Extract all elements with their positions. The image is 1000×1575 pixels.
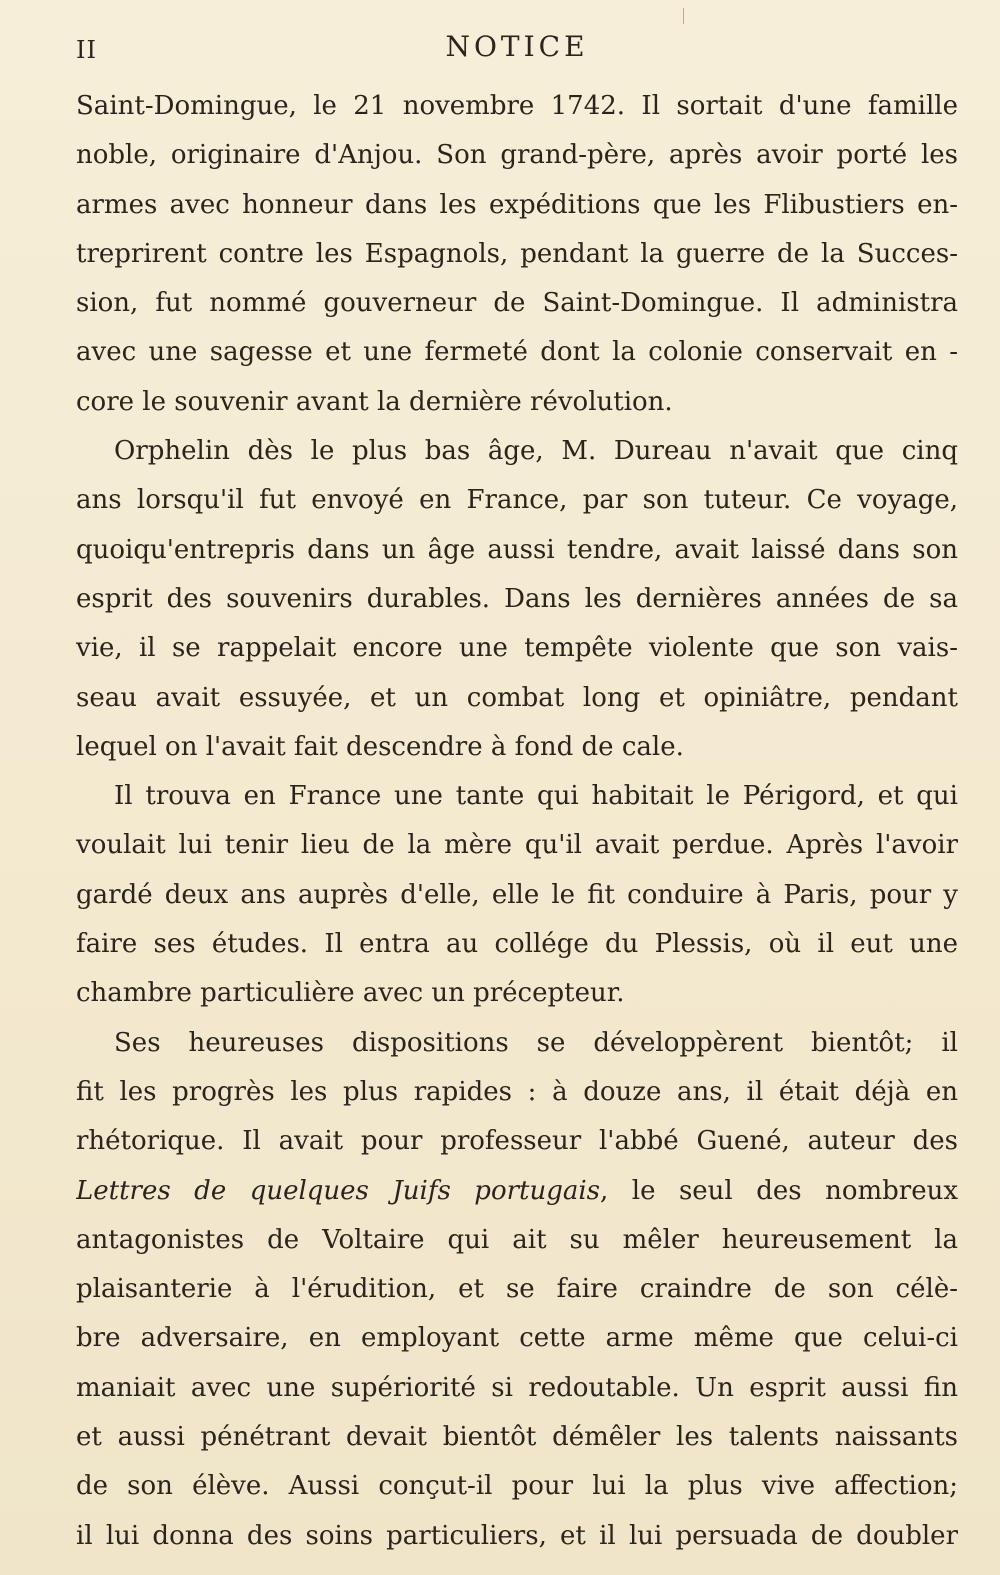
page-number: II bbox=[76, 36, 97, 64]
text-fragment: , le seul des nombreux bbox=[600, 1175, 958, 1206]
text-line: voulait lui tenir lieu de la mère qu'il avait perdue. Après l'avoir bbox=[76, 830, 958, 861]
text-line: lequel on l'avait fait descendre à fond de cale. bbox=[76, 731, 684, 762]
text-line: noble, originaire d'Anjou. Son grand-père, après avoir porté les bbox=[76, 140, 958, 171]
text-line: Ses heureuses dispositions se développèrent bientôt; il bbox=[114, 1027, 958, 1058]
text-line: vie, il se rappelait encore une tempête violente que son vais- bbox=[76, 633, 958, 664]
text-line: il lui donna des soins particuliers, et il lui persuada de doubler bbox=[76, 1520, 958, 1551]
text-line: armes avec honneur dans les expéditions que les Flibustiers en- bbox=[76, 189, 958, 220]
text-line: Il trouva en France une tante qui habitait le Périgord, et qui bbox=[114, 781, 958, 812]
text-line: fit les progrès les plus rapides : à douze ans, il était déjà en bbox=[76, 1076, 958, 1107]
book-title: Lettres de quelques Juifs portugais bbox=[76, 1175, 601, 1206]
text-line: faire ses études. Il entra au collége du Plessis, où il eut une bbox=[76, 929, 958, 960]
text-line: Saint-Domingue, le 21 novembre 1742. Il sortait d'une famille bbox=[76, 91, 958, 121]
page-header bbox=[76, 30, 958, 70]
text-line: antagonistes de Voltaire qui ait su mêler heureusement la bbox=[76, 1224, 958, 1255]
text-line-with-title bbox=[76, 1167, 958, 1216]
text-line: treprirent contre les Espagnols, pendant la guerre de la Succes- bbox=[76, 238, 958, 269]
body-text bbox=[76, 82, 958, 1561]
text-line: sion, fut nommé gouverneur de Saint-Domingue. Il administra bbox=[76, 288, 958, 319]
text-line: rhétorique. Il avait pour professeur l'abbé Guené, auteur des bbox=[76, 1126, 958, 1157]
text-line: ans lorsqu'il fut envoyé en France, par son tuteur. Ce voyage, bbox=[76, 485, 958, 516]
text-line: bre adversaire, en employant cette arme même que celui-ci bbox=[76, 1323, 958, 1354]
text-line: seau avait essuyée, et un combat long et opiniâtre, pendant bbox=[76, 682, 958, 713]
text-line: plaisanterie à l'érudition, et se faire craindre de son célè- bbox=[76, 1274, 958, 1305]
text-line: core le souvenir avant la dernière révolution. bbox=[76, 386, 673, 417]
text-line: avec une sagesse et une fermeté dont la colonie conservait en - bbox=[76, 337, 958, 368]
paper-mark bbox=[683, 8, 684, 24]
running-head: NOTICE bbox=[445, 30, 589, 63]
text-line: gardé deux ans auprès d'elle, elle le fit conduire à Paris, pour y bbox=[76, 879, 958, 910]
text-line: Orphelin dès le plus bas âge, M. Dureau n'avait que cinq bbox=[114, 436, 958, 467]
text-line: et aussi pénétrant devait bientôt démêler les talents naissants bbox=[76, 1422, 958, 1453]
text-line: esprit des souvenirs durables. Dans les dernières années de sa bbox=[76, 583, 958, 614]
text-line: de son élève. Aussi conçut-il pour lui la plus vive affection; bbox=[76, 1471, 958, 1502]
text-line: maniait avec une supériorité si redoutable. Un esprit aussi fin bbox=[76, 1372, 958, 1403]
text-line: chambre particulière avec un précepteur. bbox=[76, 978, 625, 1009]
text-line: quoiqu'entrepris dans un âge aussi tendre, avait laissé dans son bbox=[76, 534, 958, 565]
